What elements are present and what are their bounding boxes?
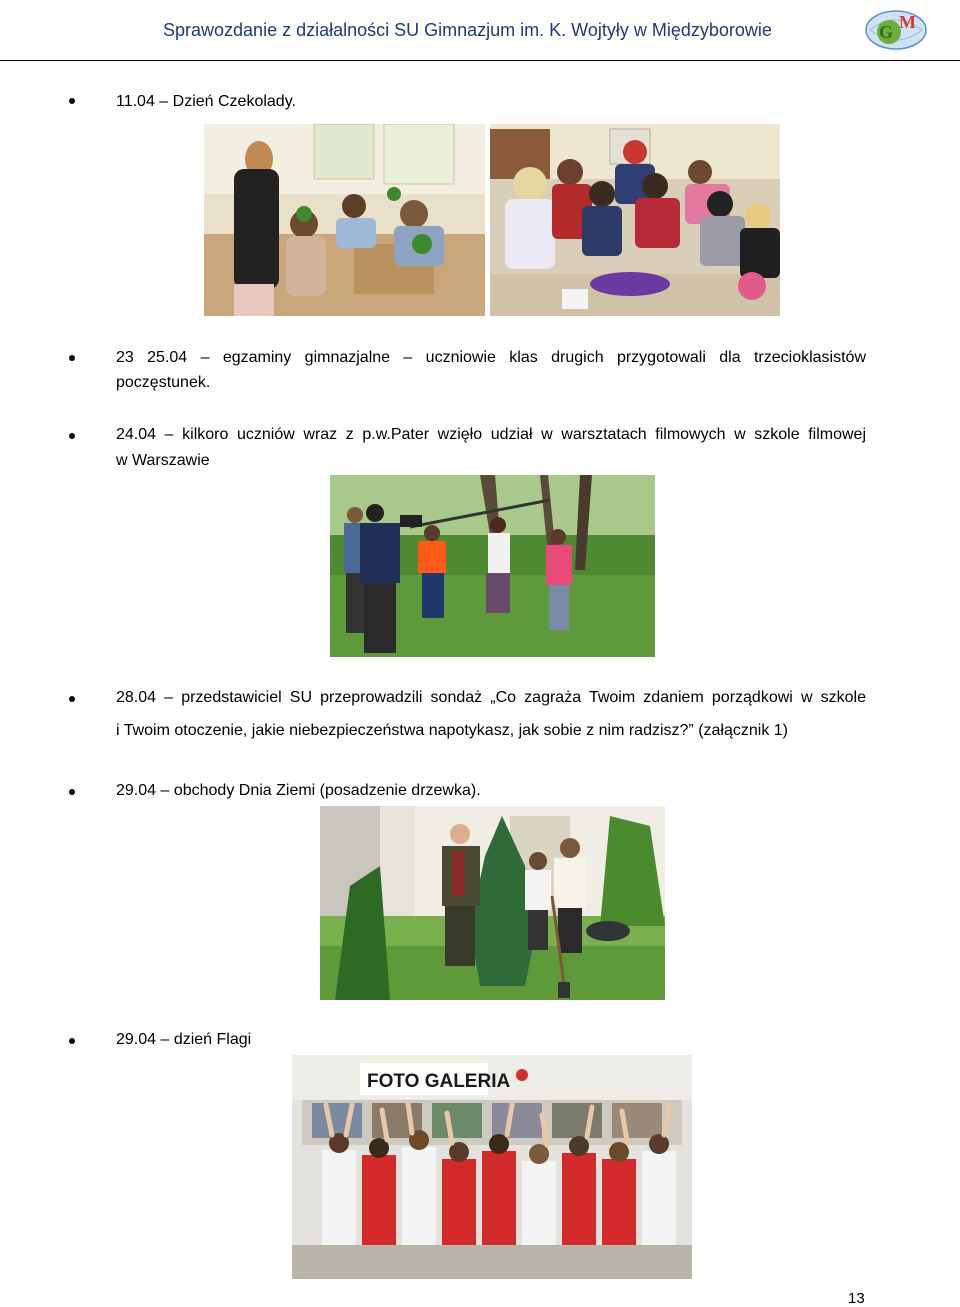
list-item-text-continued: poczęstunek.	[116, 374, 211, 391]
photo-film-workshop	[330, 475, 655, 657]
photo-earth-day-tree-planting	[320, 806, 665, 1000]
list-item-text-continued: w Warszawie	[116, 452, 210, 469]
gallery-sign-text: FOTO GALERIA	[367, 1071, 511, 1092]
list-item-text: 29.04 – obchody Dnia Ziemi (posadzenie drzewka).	[116, 782, 481, 799]
page-header	[0, 0, 960, 61]
svg-text:G: G	[879, 22, 894, 42]
page-number: 13	[848, 1290, 865, 1307]
bullet-marker	[69, 355, 75, 361]
bullet-marker	[69, 98, 75, 104]
bullet-marker	[69, 789, 75, 795]
photo-flag-day-group	[292, 1055, 692, 1279]
list-item-text: 28.04 – przedstawiciel SU przeprowadzili sondaż „Co zagraża Twoim zdaniem porządkowi w szkole	[116, 689, 866, 706]
header-title: Sprawozdanie z działalności SU Gimnazjum im. K. Wojtyły w Międzyborowie	[163, 20, 772, 40]
photo-chocolate-day-teachers	[490, 124, 780, 316]
list-item-text-continued: i Twoim otoczenie, jakie niebezpieczeństwa napotykasz, jak sobie z nim radzisz?” (załącznik 1)	[116, 722, 789, 739]
list-item-text: 11.04 – Dzień Czekolady.	[116, 93, 296, 110]
list-item-text: 24.04 – kilkoro uczniów wraz z p.w.Pater wzięło udział w warsztatach filmowych w szkole filmowej	[116, 426, 866, 443]
bullet-marker	[69, 696, 75, 702]
bullet-marker	[69, 433, 75, 439]
bullet-marker	[69, 1038, 75, 1044]
photo-chocolate-day-classroom	[204, 124, 485, 316]
list-item-text: 29.04 – dzień Flagi	[116, 1031, 252, 1048]
list-item-text: 23 25.04 – egzaminy gimnazjalne – uczniowie klas drugich przygotowali dla trzecioklasistów	[116, 349, 866, 366]
school-logo	[862, 6, 930, 52]
svg-text:M: M	[899, 12, 916, 32]
